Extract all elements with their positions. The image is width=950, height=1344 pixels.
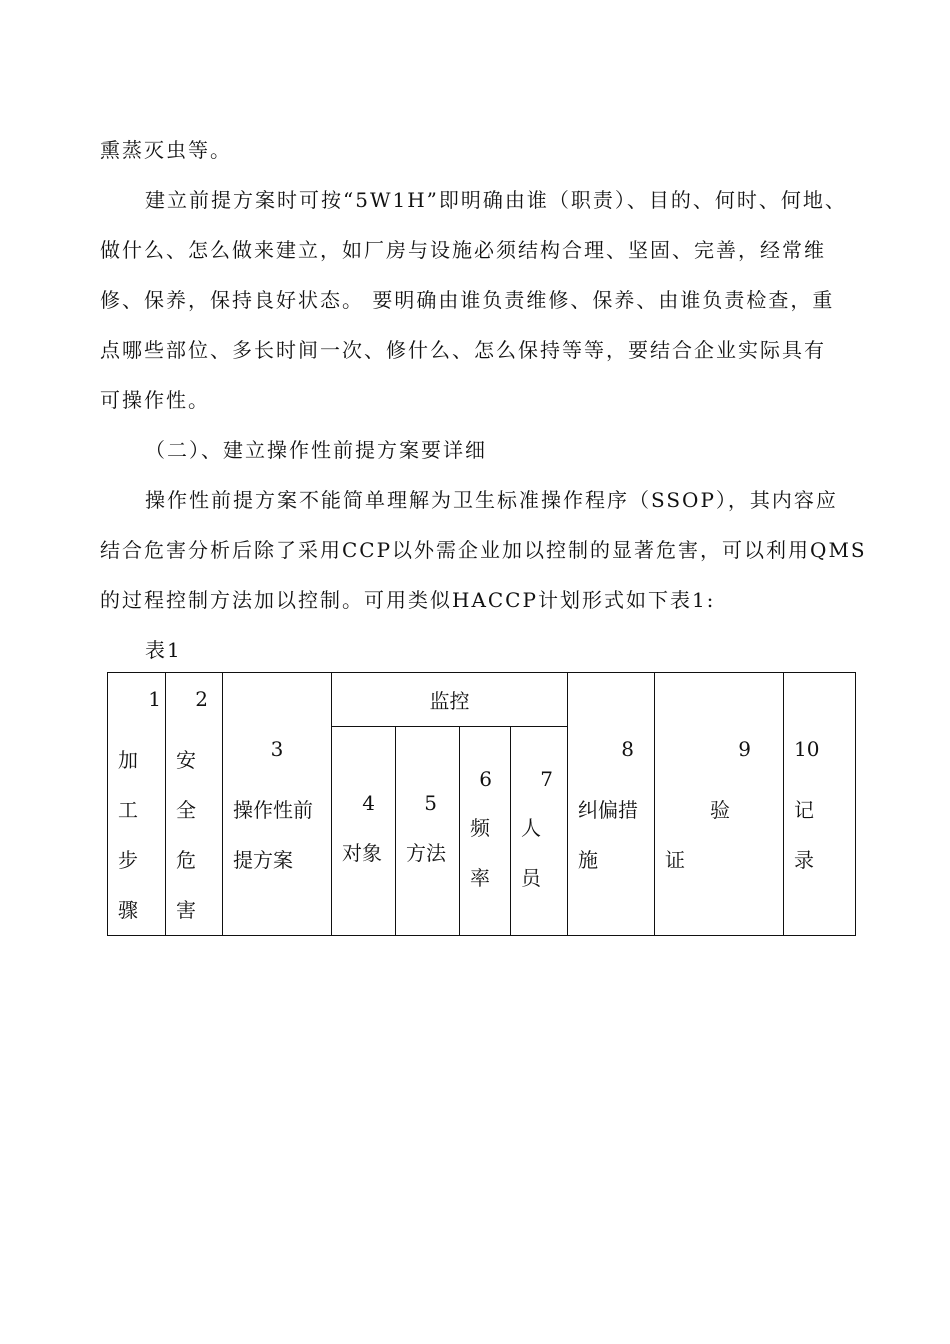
table-cell xyxy=(396,726,460,935)
column-number: 2 xyxy=(195,687,208,711)
column-number: 8 xyxy=(621,737,634,761)
column-label-char: 记 xyxy=(794,798,814,822)
column-label-char: 害 xyxy=(176,898,196,922)
monitor-header: 监控 xyxy=(429,688,470,713)
table-cell xyxy=(108,673,166,936)
column-label-line: 验 xyxy=(710,798,730,822)
paragraph-line: 操作性前提方案不能简单理解为卫生标准操作程序（SSOP），其内容应 xyxy=(145,488,838,512)
column-label-char: 加 xyxy=(118,748,138,772)
column-number: 5 xyxy=(424,790,437,815)
column-label-line: 方法 xyxy=(406,840,446,865)
table-caption: 表1 xyxy=(145,638,182,662)
table-cell xyxy=(460,726,511,935)
column-number: 3 xyxy=(270,737,284,761)
column-label-char: 工 xyxy=(118,798,138,822)
paragraph-line: 熏蒸灭虫等。 xyxy=(100,138,232,162)
table-cell xyxy=(655,673,784,936)
paragraph-line: 可操作性。 xyxy=(100,388,210,412)
paragraph-line: 建立前提方案时可按“5W1H”即明确由谁（职责）、目的、何时、何地、 xyxy=(145,188,847,212)
table-cell xyxy=(511,726,568,935)
monitor-header-cell xyxy=(332,673,568,727)
column-label-char: 人 xyxy=(521,815,541,840)
paragraph-line: 的过程控制方法加以控制。可用类似HACCP计划形式如下表1: xyxy=(100,588,716,612)
column-number: 7 xyxy=(540,766,553,791)
column-label-line: 对象 xyxy=(342,840,382,865)
section-heading: （二）、建立操作性前提方案要详细 xyxy=(145,438,487,462)
paragraph-line: 修、保养，保持良好状态。 要明确由谁负责维修、保养、由谁负责检查，重 xyxy=(100,288,835,312)
paragraph-line: 结合危害分析后除了采用CCP以外需企业加以控制的显著危害，可以利用QMS xyxy=(100,538,867,562)
column-number: 10 xyxy=(794,737,820,761)
table-cell xyxy=(223,673,332,936)
column-number: 9 xyxy=(738,737,751,761)
column-label-char: 步 xyxy=(118,848,138,872)
column-number: 1 xyxy=(148,687,161,711)
paragraph-line: 点哪些部位、多长时间一次、修什么、怎么保持等等，要结合企业实际具有 xyxy=(100,338,826,362)
column-label-line: 纠偏措 xyxy=(578,798,638,822)
column-label-char: 频 xyxy=(470,815,490,840)
column-label-char: 骤 xyxy=(118,898,138,922)
column-label-char: 率 xyxy=(470,865,490,890)
column-label-char: 员 xyxy=(521,865,541,890)
column-label-char: 全 xyxy=(176,798,196,822)
column-label-line: 施 xyxy=(578,848,598,872)
table-cell xyxy=(332,726,396,935)
column-label-char: 危 xyxy=(176,848,196,872)
table-cell xyxy=(166,673,223,936)
column-label-char: 录 xyxy=(794,848,814,872)
column-label-line: 操作性前 xyxy=(233,798,313,822)
column-number: 4 xyxy=(362,790,375,815)
haccp-table xyxy=(107,672,856,936)
paragraph-line: 做什么、怎么做来建立，如厂房与设施必须结构合理、坚固、完善，经常维 xyxy=(100,238,826,262)
column-label-char: 安 xyxy=(176,748,196,772)
column-label-line: 提方案 xyxy=(233,848,293,872)
column-label-line: 证 xyxy=(665,848,685,872)
column-number: 6 xyxy=(479,766,492,791)
table-cell xyxy=(784,673,856,936)
table-cell xyxy=(568,673,655,936)
